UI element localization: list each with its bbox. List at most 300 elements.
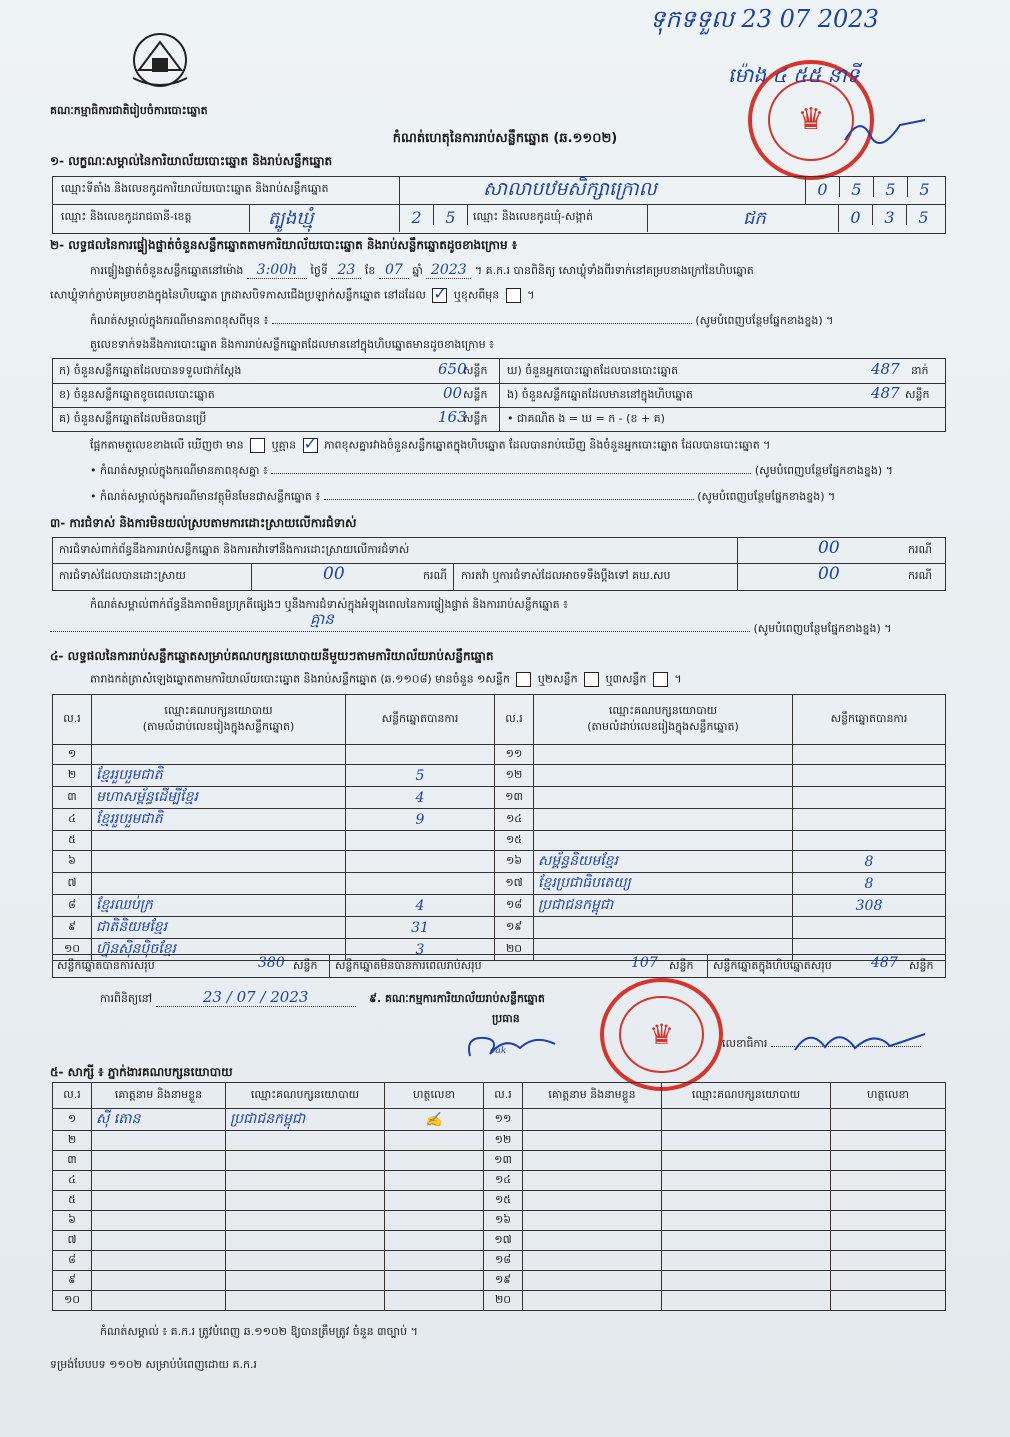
col-sign-header: ហត្ថលេខា <box>385 1083 484 1109</box>
bullet2-suffix: (សូមបំពេញបន្ថែមផ្នែកខាងខ្នង) ។ <box>697 490 836 503</box>
party-votes: 8 <box>793 873 946 895</box>
different-label: ឬខុសពីមុន <box>453 288 500 302</box>
witness-party <box>226 1271 385 1291</box>
witness-signature <box>831 1291 946 1311</box>
witness-name <box>523 1151 662 1171</box>
appeal-value: 00 <box>818 564 840 584</box>
province-label: ឈ្មោះ និងលេខកូដរាជធានី-ខេត្ត <box>61 210 192 223</box>
no-difference-label: ឬគ្មាន <box>271 438 297 452</box>
section1-table <box>52 176 946 234</box>
col-no-header: ល.រ <box>53 695 92 745</box>
ballot-figures-table <box>52 358 946 432</box>
row-number: ៩ <box>53 1271 92 1291</box>
received-ballots-value: 650 <box>438 360 467 378</box>
row-number: ២០ <box>495 939 534 961</box>
table-row <box>53 809 946 831</box>
row-number: ១៣ <box>484 1151 523 1171</box>
code-digit: 5 <box>919 180 930 199</box>
party-votes: 3 <box>346 939 495 961</box>
section1-row2 <box>53 205 945 232</box>
verification-year: 2023 <box>426 262 471 279</box>
party-name: ខ្មែរប្រជាធិបតេយ្យ <box>534 873 793 895</box>
witness-party <box>662 1211 831 1231</box>
irregularity-note-line <box>50 622 944 638</box>
done-date-label: ការពិនិត្យនៅ <box>100 992 153 1005</box>
verification-day: 23 <box>331 262 361 279</box>
month-label: ខែ <box>364 264 376 277</box>
done-date-line <box>100 988 545 1008</box>
unit-label: សន្លឹក <box>669 959 694 972</box>
party-votes: 9 <box>346 809 495 831</box>
comparison-text: ផ្អែកតាមតួលេខខាងលើ ឃើញថា មាន <box>90 438 244 452</box>
box-ballots-value: 487 <box>871 384 900 402</box>
row-number: ១៥ <box>484 1191 523 1211</box>
section1-title: ១- លក្ខណៈសម្គាល់នៃការិយាល័យបោះឆ្នោត និងរាប់សន្លឹកឆ្នោត <box>50 154 333 168</box>
party-votes: 5 <box>346 765 495 787</box>
col-votes-header: សន្លឹកឆ្នោតបានការ <box>793 695 946 745</box>
witness-signature <box>385 1151 484 1171</box>
witness-name <box>92 1291 226 1311</box>
table-row <box>53 895 946 917</box>
row-number: ១៤ <box>484 1171 523 1191</box>
code-digit: 2 <box>400 205 434 225</box>
witness-party <box>226 1131 385 1151</box>
resolved-value: 00 <box>323 564 345 584</box>
section2-title: ២- លទ្ធផលនៃការផ្ទៀងផ្ទាត់ចំនួនសន្លឹកឆ្នោតតាមការិយាល័យបោះឆ្នោត និងរាប់សន្លឹកឆ្នោតដូចខាងក្រោម ៖ <box>50 238 518 252</box>
received-ballots-label: ក) ចំនួនសន្លឹកឆ្នោតដែលបានទទួលជាក់ស្តែង <box>59 364 242 377</box>
sheets-count-line: តារាងកត់ត្រាសំឡេងឆ្នោតតាមការិយាល័យបោះឆ្នោត និងរាប់សន្លឹកឆ្នោត (ឆ.១១០៨) មានចំនួន ១សន្លឹក ឬ២សន្លឹក ឬ៣សន្លឹក ។ <box>90 672 682 686</box>
col-name-header: គោត្តនាម និងនាមខ្លួន <box>523 1083 662 1109</box>
row-number: ១៦ <box>495 851 534 873</box>
done-date-value: 23 / 07 / 2023 <box>156 988 356 1007</box>
row-number: ៦ <box>53 1211 92 1231</box>
party-header-sub: (តាមលំដាប់លេខរៀងក្នុងសន្លឹកឆ្នោត) <box>587 719 739 733</box>
witness-party <box>226 1291 385 1311</box>
row-number: ៣ <box>53 1151 92 1171</box>
spoiled-ballots-label: ខ) ចំនួនសន្លឹកឆ្នោតខូចពេលបោះឆ្នោត <box>59 388 215 401</box>
bullet1-label: • កំណត់សម្គាល់ក្នុងករណីមានភាពខុសគ្នា ៖ <box>90 464 268 477</box>
verification-line <box>90 262 754 280</box>
witness-signature <box>385 1271 484 1291</box>
total-valid-value: 380 <box>258 955 285 971</box>
witness-name <box>523 1131 662 1151</box>
total-invalid-value: 107 <box>631 955 658 971</box>
objection-label: ការជំទាស់ពាក់ព័ន្ធនឹងការរាប់សន្លឹកឆ្នោត និងការតវ៉ាទៅនឹងការដោះស្រាយលើការជំទាស់ <box>59 543 410 556</box>
province-code <box>399 205 468 232</box>
party-votes <box>793 745 946 765</box>
form-title: កំណត់ហេតុនៃការរាប់សន្លឹកឆ្នោត (ឆ.១១០២) <box>392 131 618 146</box>
party-name <box>534 809 793 831</box>
party-name: ជាតិនិយមខ្មែរ <box>92 917 346 939</box>
witness-name <box>92 1211 226 1231</box>
row-number: ៦ <box>53 851 92 873</box>
party-name: ខ្មែរឈប់ក្រ <box>92 895 346 917</box>
unit-label: ករណី <box>423 569 447 582</box>
stamp-emblem-icon: ♛ <box>648 1018 675 1051</box>
unit-label: សន្លឹក <box>905 388 930 401</box>
row-number: ១៦ <box>484 1211 523 1231</box>
commune-label: ឈ្មោះ និងលេខកូដឃុំ-សង្កាត់ <box>473 210 593 223</box>
secretary-signature-icon <box>790 1022 930 1058</box>
party-votes <box>346 745 495 765</box>
no-difference-checkbox[interactable] <box>303 438 318 453</box>
witness-party <box>662 1109 831 1131</box>
table-row <box>53 1191 946 1211</box>
comparison-suffix: ភាពខុសគ្នារវាងចំនួនសន្លឹកឆ្នោតក្នុងហិបឆ្នោត ដែលបានរាប់ឃើញ និងចំនួនអ្នកបោះឆ្នោត ដែលបានបោះឆ្នោត ។ <box>324 438 771 452</box>
witness-party <box>226 1231 385 1251</box>
col-votes-header: សន្លឹកឆ្នោតបានការ <box>346 695 495 745</box>
verification-suffix: ។ គ.ក.រ បានពិនិត្យ សោឃ្លុំទាំងពីរទាក់នៅគម្របខាងក្រៅនៃហិបឆ្នោត <box>474 264 754 277</box>
row-number: ១០ <box>53 1291 92 1311</box>
witness-signature <box>385 1231 484 1251</box>
witness-signature <box>831 1131 946 1151</box>
sheets-intro: តារាងកត់ត្រាសំឡេងឆ្នោតតាមការិយាល័យបោះឆ្នោត និងរាប់សន្លឹកឆ្នោត (ឆ.១១០៨) មានចំនួន ១សន្លឹក <box>90 672 510 686</box>
witness-signature <box>385 1251 484 1271</box>
row-number: ១ <box>53 1109 92 1131</box>
witness-name <box>523 1271 662 1291</box>
party-name <box>92 831 346 851</box>
voters-label: ឃ) ចំនួនអ្នកបោះឆ្នោតដែលបានបោះឆ្នោត <box>507 364 679 377</box>
row-number: ៥ <box>53 1191 92 1211</box>
row-number: ១៩ <box>484 1271 523 1291</box>
unit-label: ករណី <box>908 543 932 556</box>
table-row <box>53 1271 946 1291</box>
witness-signature <box>385 1171 484 1191</box>
witness-party <box>662 1131 831 1151</box>
row-number: ៧ <box>53 873 92 895</box>
row-number: ១៨ <box>484 1251 523 1271</box>
witness-signature <box>831 1151 946 1171</box>
unit-label: សន្លឹក <box>293 959 318 972</box>
witness-party <box>662 1171 831 1191</box>
col-party-header: ឈ្មោះគណបក្សនយោបាយ <box>662 1083 831 1109</box>
receipt-note-handwritten: ម៉ោង ៤ ៥៥ នាទី <box>728 63 860 87</box>
table-row <box>53 1211 946 1231</box>
different-checkbox[interactable] <box>506 288 521 303</box>
witness-signature <box>385 1211 484 1231</box>
totals-row <box>52 954 946 978</box>
footer-note: កំណត់សម្គាល់ ៖ គ.ក.រ ត្រូវបំពេញ ឆ.១១០២ ឱ្យបានត្រឹមត្រូវ ចំនួន ៣ច្បាប់ ។ <box>100 1325 418 1338</box>
witness-party <box>662 1271 831 1291</box>
party-name: ហ្វ៊ុនស៊ិនប៉ិចខ្មែរ <box>92 939 346 961</box>
org-name: គណៈកម្មាធិការជាតិរៀបចំការបោះឆ្នោត <box>50 104 208 117</box>
witness-party <box>226 1211 385 1231</box>
witness-party <box>226 1151 385 1171</box>
unit-label: សន្លឹក <box>909 959 934 972</box>
row-number: ២ <box>53 765 92 787</box>
year-label: ឆ្នាំ <box>412 264 423 277</box>
party-votes: 8 <box>793 851 946 873</box>
party-votes <box>793 765 946 787</box>
party-votes: 4 <box>346 895 495 917</box>
polling-station-value: សាលាបឋមសិក្សាក្រោល <box>483 178 657 200</box>
witness-party: ប្រជាជនកម្ពុជា <box>226 1109 385 1131</box>
received-date-handwritten: ទុកទទួល 23 07 2023 <box>650 5 879 33</box>
row-number: ៤ <box>53 809 92 831</box>
row-number: ១៣ <box>495 787 534 809</box>
table-row <box>53 1171 946 1191</box>
chair-name-handwritten: ᶜᵃᵏ <box>490 1044 507 1062</box>
party-votes <box>346 831 495 851</box>
section3-title: ៣- ការជំទាស់ និងការមិនយល់ស្របតាមការដោះស្រាយលើការជំទាស់ <box>50 516 357 530</box>
col-sign-header: ហត្ថលេខា <box>831 1083 946 1109</box>
two-sheets-label: ឬ២សន្លឹក <box>537 672 578 686</box>
bullet2-line <box>90 490 944 506</box>
irregularity-note-value: គ្មាន <box>310 610 334 628</box>
party-votes: 31 <box>346 917 495 939</box>
commune-code <box>838 205 940 232</box>
objections-table <box>52 537 946 591</box>
row-number: ៧ <box>53 1231 92 1251</box>
party-name <box>534 917 793 939</box>
witness-signature <box>385 1191 484 1211</box>
voters-value: 487 <box>871 360 900 378</box>
table-row <box>53 765 946 787</box>
witness-name <box>92 1151 226 1171</box>
day-label: ថ្ងៃទី <box>310 264 328 277</box>
polling-station-label: ឈ្មោះទីតាំង និងលេខកូដការិយាល័យបោះឆ្នោត និងរាប់សន្លឹកឆ្នោត <box>61 182 329 195</box>
table-row <box>53 831 946 851</box>
section5-title: ៥- សាក្សី ៖ ភ្នាក់ងារគណបក្សនយោបាយ <box>50 1065 233 1079</box>
witness-signature <box>831 1171 946 1191</box>
col-no-header: ល.រ <box>484 1083 523 1109</box>
figures-intro: តួលេខទាក់ទងនឹងការបោះឆ្នោត និងការរាប់សន្លឹកឆ្នោតដែលមាននៅក្នុងហិបឆ្នោតមានដូចខាងក្រោម ៖ <box>90 338 494 351</box>
table-row <box>53 851 946 873</box>
col-party-header <box>92 695 346 745</box>
party-name: ប្រជាជនកម្ពុជា <box>534 895 793 917</box>
seal-status-text: សោឃ្លុំទាក់ភ្ជាប់គម្របខាងក្នុងនៃហិបឆ្នោត ក្រដាសបិទភាសជើងប្រឡាក់សន្លឹកឆ្នោត នៅដដែល <box>50 288 426 302</box>
row-number: ១៨ <box>495 895 534 917</box>
nec-logo-icon <box>125 30 195 92</box>
code-digit: 5 <box>840 177 874 197</box>
three-sheets-checkbox[interactable] <box>653 672 668 687</box>
has-difference-checkbox[interactable] <box>250 438 265 453</box>
row-number: ៥ <box>53 831 92 851</box>
witness-signature <box>831 1251 946 1271</box>
code-digit: 0 <box>839 205 873 225</box>
col-no-header: ល.រ <box>495 695 534 745</box>
table-row <box>53 1131 946 1151</box>
verification-prefix: ការផ្ទៀងផ្ទាត់ចំនួនសន្លឹកឆ្នោតនៅម៉ោង <box>90 264 244 277</box>
witness-name <box>92 1271 226 1291</box>
row-number: ២ <box>53 1131 92 1151</box>
total-invalid-label: សន្លឹកឆ្នោតមិនបានការពេលរាប់សរុប <box>335 959 482 972</box>
polling-station-code <box>805 177 941 204</box>
unchanged-checkbox[interactable] <box>432 288 447 303</box>
irregularity-note-label: កំណត់សម្គាល់ពាក់ព័ន្ធនឹងភាពមិនប្រក្រតីផ្សេងៗ ឬនឹងការជំទាស់ក្នុងអំឡុងពេលនៃការផ្ទៀងផ្ទាត់ និងការរាប់សន្លឹកឆ្នោត ៖ <box>90 598 568 611</box>
witness-signature <box>831 1231 946 1251</box>
unit-label: នាក់ <box>911 364 929 377</box>
row-number: ១៧ <box>495 873 534 895</box>
party-name: ខ្មែររួបរួមជាតិ <box>92 809 346 831</box>
party-name <box>92 851 346 873</box>
table-row <box>53 1151 946 1171</box>
comparison-line <box>90 438 770 455</box>
row-number: ១២ <box>484 1131 523 1151</box>
difference-note-suffix: (សូមបំពេញបន្ថែមផ្នែកខាងខ្នង) ។ <box>695 314 834 327</box>
spoiled-ballots-value: 00 <box>443 384 463 402</box>
row-number: ១ <box>53 745 92 765</box>
bullet1-suffix: (សូមបំពេញបន្ថែមផ្នែកខាងខ្នង) ។ <box>754 464 893 477</box>
unit-label: សន្លឹក <box>463 412 488 425</box>
witness-name <box>523 1171 662 1191</box>
code-digit: 5 <box>874 177 908 197</box>
unit-label: សន្លឹក <box>463 388 488 401</box>
party-votes <box>793 917 946 939</box>
total-box-label: សន្លឹកឆ្នោតក្នុងហិបឆ្នោតសរុប <box>713 959 832 972</box>
row-number: ១០ <box>53 939 92 961</box>
witness-name <box>92 1251 226 1271</box>
committee-label: ៩. គណៈកម្មការការិយាល័យរាប់សន្លឹកឆ្នោត <box>369 992 545 1005</box>
col-party-header <box>534 695 793 745</box>
witness-name <box>92 1171 226 1191</box>
code-digit: 3 <box>873 205 907 225</box>
objection-value: 00 <box>818 538 840 558</box>
seal-status-line: សោឃ្លុំទាក់ភ្ជាប់គម្របខាងក្នុងនៃហិបឆ្នោត ក្រដាសបិទភាសជើងប្រឡាក់សន្លឹកឆ្នោត នៅដដែល ✓ ឬខុសពីមុន ។ <box>50 288 535 305</box>
one-sheet-checkbox[interactable] <box>516 672 531 687</box>
witness-signature <box>831 1191 946 1211</box>
row-number: ២០ <box>484 1291 523 1311</box>
witness-signature <box>831 1271 946 1291</box>
witness-name <box>523 1191 662 1211</box>
total-box-value: 487 <box>871 955 898 971</box>
party-name: ខ្មែររួបរួមជាតិ <box>92 765 346 787</box>
unit-label: សន្លឹក <box>463 364 488 377</box>
witness-signature: ✍ <box>385 1109 484 1131</box>
official-stamp-bottom <box>600 978 723 1091</box>
witness-name <box>523 1211 662 1231</box>
table-row <box>53 1291 946 1311</box>
witness-name <box>92 1131 226 1151</box>
table-row <box>53 917 946 939</box>
party-results-table <box>52 694 946 961</box>
section1-row1 <box>53 177 945 205</box>
row-number: ៨ <box>53 895 92 917</box>
witness-name <box>523 1291 662 1311</box>
party-header-text: ឈ្មោះគណបក្សនយោបាយ <box>164 703 273 717</box>
party-name: មហាសម្ព័ន្ធដើម្បីខ្មែរ <box>92 787 346 809</box>
party-header-sub: (តាមលំដាប់លេខរៀងក្នុងសន្លឹកឆ្នោត) <box>142 719 295 733</box>
witness-party <box>662 1231 831 1251</box>
witness-party <box>662 1291 831 1311</box>
stamp-emblem-icon: ♛ <box>797 102 825 138</box>
two-sheets-checkbox[interactable] <box>584 672 599 687</box>
party-name <box>534 765 793 787</box>
row-number: ៨ <box>53 1251 92 1271</box>
witness-table <box>52 1082 946 1311</box>
witness-party <box>662 1251 831 1271</box>
unused-ballots-value: 163 <box>438 408 467 426</box>
col-party-header: ឈ្មោះគណបក្សនយោបាយ <box>226 1083 385 1109</box>
code-digit: 5 <box>434 205 468 225</box>
table-row <box>53 1231 946 1251</box>
row-number: ៩ <box>53 917 92 939</box>
witness-name <box>92 1231 226 1251</box>
witness-name <box>92 1191 226 1211</box>
witness-party <box>662 1151 831 1171</box>
secretary-label: លេខាធិការ <box>722 1037 768 1050</box>
party-votes <box>346 873 495 895</box>
difference-note-label: កំណត់សម្គាល់ក្នុងករណីមានភាពខុសពីមុន ៖ <box>90 314 269 327</box>
party-votes <box>793 787 946 809</box>
row-number: ១១ <box>484 1109 523 1131</box>
row-number: ១៤ <box>495 809 534 831</box>
witness-name: ស៊ី តោន <box>92 1109 226 1131</box>
witness-signature <box>831 1109 946 1131</box>
box-ballots-label: ង) ចំនួនសន្លឹកឆ្នោតដែលមាននៅក្នុងហិបឆ្នោត <box>507 388 693 401</box>
table-row <box>53 1251 946 1271</box>
chair-label: ប្រធាន <box>492 1012 520 1025</box>
province-value: ត្បូងឃ្មុំ <box>268 208 314 229</box>
resolved-label: ការជំទាស់ដែលបានដោះស្រាយ <box>59 569 186 582</box>
row-number: ៤ <box>53 1171 92 1191</box>
formula: • ជាគណិត ង = ឃ = ក - (ខ + គ) <box>507 412 665 425</box>
witness-signature <box>385 1131 484 1151</box>
party-name <box>534 831 793 851</box>
code-digit: 0 <box>806 177 840 197</box>
party-votes <box>793 809 946 831</box>
col-no-header: ល.រ <box>53 1083 92 1109</box>
unit-label: ករណី <box>908 569 932 582</box>
party-name: សម្ព័ន្ធនិយមខ្មែរ <box>534 851 793 873</box>
col-name-header: គោត្តនាម និងនាមខ្លួន <box>92 1083 226 1109</box>
verification-time: 3:00h <box>247 262 307 279</box>
bullet1-line <box>90 464 944 480</box>
witness-signature <box>831 1211 946 1231</box>
witness-name <box>523 1109 662 1131</box>
witness-signature <box>385 1291 484 1311</box>
party-votes <box>346 851 495 873</box>
party-name <box>92 873 346 895</box>
table-row <box>53 745 946 765</box>
table-row <box>53 787 946 809</box>
witness-name <box>523 1251 662 1271</box>
three-sheets-label: ឬ៣សន្លឹក <box>605 672 647 686</box>
unused-ballots-label: គ) ចំនួនសន្លឹកឆ្នោតដែលមិនបានប្រើ <box>59 412 207 425</box>
form-footer: ទម្រង់បែបបទ ១១០២ សម្រាប់បំពេញដោយ គ.ក.រ <box>50 1358 257 1371</box>
row-number: ១២ <box>495 765 534 787</box>
party-name <box>92 745 346 765</box>
irregularity-note-suffix: (សូមបំពេញបន្ថែមផ្នែកខាងខ្នង) ។ <box>753 622 892 635</box>
party-votes: 308 <box>793 895 946 917</box>
verification-month: 07 <box>379 262 409 279</box>
row-number: ១១ <box>495 745 534 765</box>
row-number: ១៧ <box>484 1231 523 1251</box>
commune-value: ជក <box>743 208 766 229</box>
code-digit: 5 <box>918 208 929 227</box>
section4-title: ៤- លទ្ធផលនៃការរាប់សន្លឹកឆ្នោតសម្រាប់គណបក្សនយោបាយនីមួយៗតាមការិយាល័យរាប់សន្លឹកឆ្នោត <box>50 649 494 663</box>
witness-party <box>226 1191 385 1211</box>
party-header-text: ឈ្មោះគណបក្សនយោបាយ <box>608 703 718 717</box>
witness-party <box>226 1251 385 1271</box>
party-name <box>534 745 793 765</box>
witness-party <box>662 1191 831 1211</box>
row-number: ៣ <box>53 787 92 809</box>
table-row <box>53 873 946 895</box>
witness-party <box>226 1171 385 1191</box>
difference-note-line <box>90 314 944 330</box>
row-number: ១៩ <box>495 917 534 939</box>
row-number: ១៥ <box>495 831 534 851</box>
party-votes: 4 <box>346 787 495 809</box>
party-votes <box>793 831 946 851</box>
appeal-label: ការតវ៉ា ឬការជំទាស់ដែលអាចទទឹងប្តឹងទៅ គឃ.សប <box>461 569 671 582</box>
witness-name <box>523 1231 662 1251</box>
total-valid-label: សន្លឹកឆ្នោតបានការសរុប <box>57 959 155 972</box>
bullet2-label: • កំណត់សម្គាល់ក្នុងករណីមានវត្ថុមិនមែនជាសន្លឹកឆ្នោត ៖ <box>90 490 321 503</box>
party-name <box>534 787 793 809</box>
chair-signature-icon <box>460 1026 580 1066</box>
